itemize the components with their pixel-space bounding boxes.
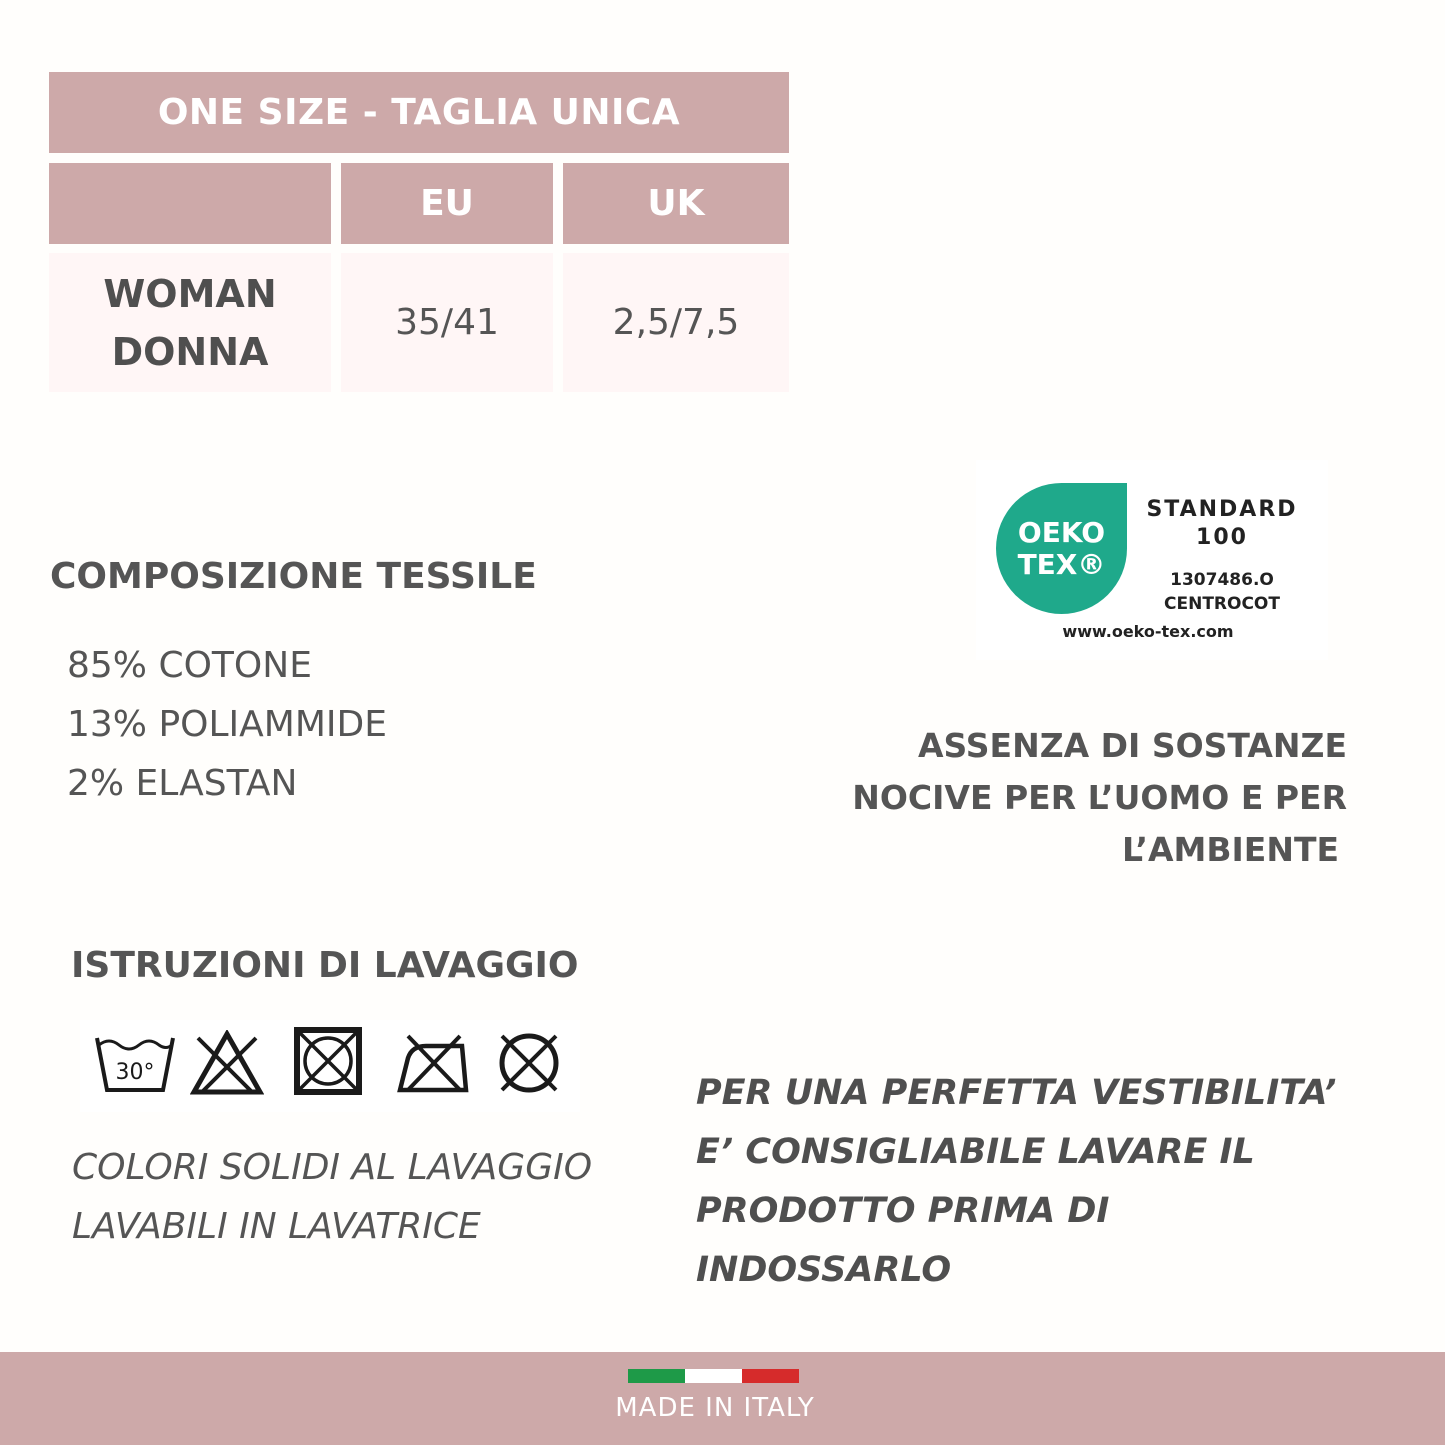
made-in-italy-label: MADE IN ITALY bbox=[615, 1393, 815, 1423]
size-table-title: ONE SIZE - TAGLIA UNICA bbox=[49, 72, 789, 153]
size-row-uk-value: 2,5/7,5 bbox=[612, 302, 740, 343]
wash-30-icon bbox=[94, 1033, 176, 1095]
safety-line: ASSENZA DI SOSTANZE bbox=[917, 726, 1347, 765]
no-tumble-dry-icon bbox=[294, 1027, 362, 1095]
size-row-eu-value: 35/41 bbox=[395, 302, 499, 343]
composition-title: COMPOSIZIONE TESSILE bbox=[50, 556, 537, 597]
flag-green-stripe bbox=[628, 1369, 685, 1383]
washing-note: LAVABILI IN LAVATRICE bbox=[72, 1206, 481, 1247]
italian-flag-icon bbox=[628, 1369, 799, 1383]
oeko-code: 1307486.O bbox=[1170, 570, 1274, 590]
no-dry-clean-icon bbox=[496, 1030, 562, 1096]
oeko-url: www.oeko-tex.com bbox=[1062, 622, 1234, 641]
oeko-standard-line2: 100 bbox=[1196, 525, 1248, 550]
size-row-label bbox=[49, 253, 331, 392]
flag-red-stripe bbox=[742, 1369, 799, 1383]
oeko-certificate bbox=[1134, 568, 1310, 616]
washing-notes bbox=[72, 1138, 592, 1256]
safety-line: NOCIVE PER L’UOMO E PER bbox=[852, 778, 1347, 817]
oeko-logo-line2: TEX® bbox=[1017, 547, 1106, 581]
size-row-uk-cell bbox=[563, 253, 789, 392]
no-ironing-icon bbox=[396, 1032, 470, 1094]
flag-white-stripe bbox=[685, 1369, 742, 1383]
washing-title: ISTRUZIONI DI LAVAGGIO bbox=[71, 945, 579, 986]
size-table-header-empty bbox=[49, 163, 331, 244]
size-table-header-uk: UK bbox=[563, 163, 789, 244]
safety-line: L’AMBIENTE bbox=[1122, 830, 1339, 869]
washing-note: COLORI SOLIDI AL LAVAGGIO bbox=[72, 1147, 593, 1188]
fit-note-line: PER UNA PERFETTA VESTIBILITA’ bbox=[696, 1073, 1337, 1113]
oeko-standard-line1: STANDARD bbox=[1146, 497, 1298, 522]
fit-note-line: E’ CONSIGLIABILE LAVARE IL bbox=[696, 1132, 1255, 1172]
composition-item: 85% COTONE bbox=[67, 645, 312, 686]
no-bleach-icon bbox=[190, 1030, 264, 1096]
size-row-label-line2: DONNA bbox=[111, 329, 269, 374]
oeko-institute: CENTROCOT bbox=[1164, 594, 1280, 614]
composition-list bbox=[67, 636, 387, 813]
size-row-label-line1: WOMAN bbox=[103, 271, 277, 316]
size-table-header-eu: EU bbox=[341, 163, 553, 244]
composition-item: 2% ELASTAN bbox=[67, 763, 298, 804]
wash-temp-label: 30° bbox=[115, 1060, 155, 1085]
composition-item: 13% POLIAMMIDE bbox=[67, 704, 388, 745]
oeko-logo-line1: OEKO bbox=[1017, 515, 1106, 549]
fit-note bbox=[696, 1064, 1376, 1300]
fit-note-line: PRODOTTO PRIMA DI INDOSSARLO bbox=[696, 1191, 1110, 1290]
safety-statement bbox=[827, 720, 1347, 876]
size-row-eu-cell bbox=[341, 253, 553, 392]
oeko-tex-logo bbox=[996, 483, 1127, 614]
oeko-standard bbox=[1134, 496, 1310, 552]
